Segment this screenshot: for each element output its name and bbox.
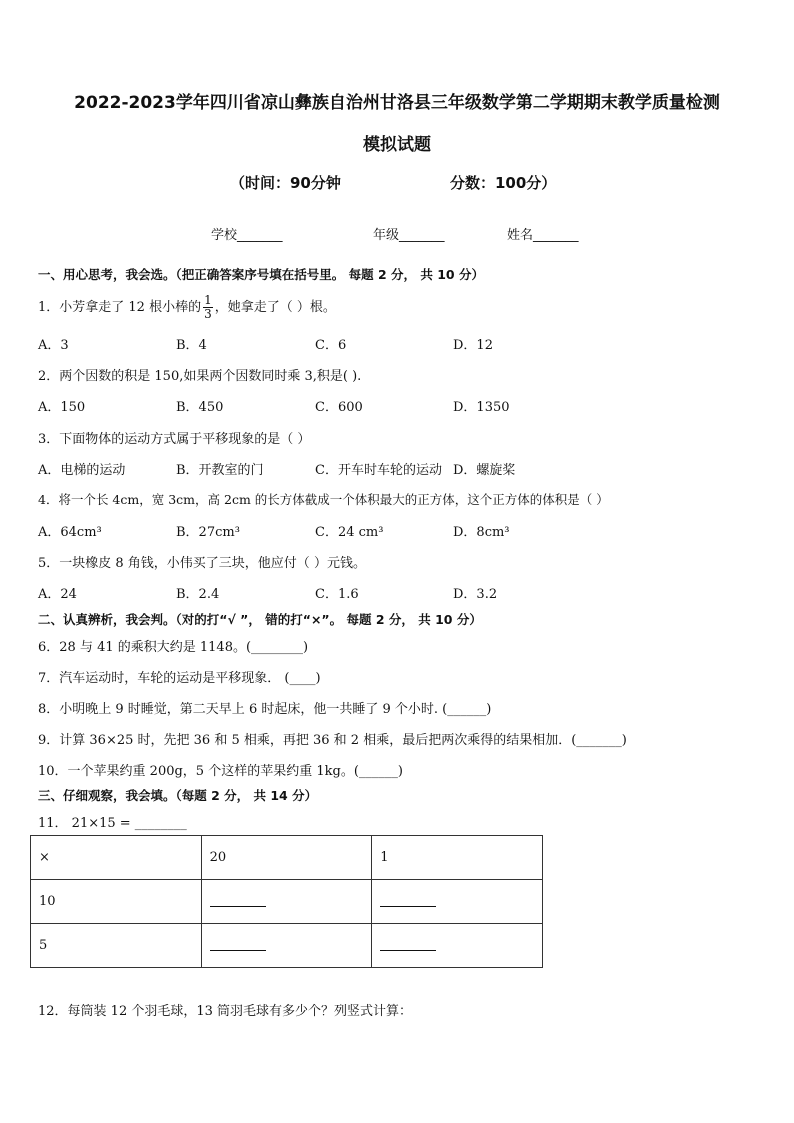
- question-1-text-post: ，她拿走了（ ）根。: [214, 300, 336, 315]
- question-11: 11． 21×15 = ________: [38, 816, 187, 831]
- table-row-label: 10: [31, 880, 202, 924]
- table-header-cell: 1: [372, 836, 543, 880]
- question-12: 12．每筒装 12 个羽毛球，13 筒羽毛球有多少个？列竖式计算：: [38, 1004, 413, 1019]
- q3-option-a: A．电梯的运动: [38, 463, 126, 478]
- exam-title-line2: 模拟试题: [363, 135, 431, 155]
- question-2: 2．两个因数的积是 150,如果两个因数同时乘 3,积是( ).: [38, 369, 362, 384]
- q1-option-a: A．3: [38, 338, 69, 353]
- q4-option-b: B．27cm³: [176, 525, 240, 540]
- q4-option-d: D．8cm³: [453, 525, 510, 540]
- q5-option-b: B．2.4: [176, 587, 220, 602]
- answer-blank: [201, 880, 372, 924]
- total-score: 分数：100分）: [450, 174, 557, 192]
- table-row: [31, 924, 543, 968]
- q4-option-c: C．24 cm³: [315, 525, 384, 540]
- table-row-label: 5: [31, 924, 202, 968]
- question-4: 4．将一个长 4cm，宽 3cm，高 2cm 的长方体截成一个体积最大的正方体，这个正方体的体积是（ ）: [38, 492, 609, 507]
- answer-blank: [201, 924, 372, 968]
- fraction: [203, 294, 213, 321]
- fraction-denominator: 3: [204, 307, 212, 321]
- answer-blank: [372, 924, 543, 968]
- fraction-numerator: 1: [204, 293, 212, 307]
- answer-blank: [372, 880, 543, 924]
- question-3: 3．下面物体的运动方式属于平移现象的是（ ）: [38, 432, 311, 447]
- question-1: [38, 294, 336, 321]
- question-9: 9．计算 36×25 时，先把 36 和 5 相乘，再把 36 和 2 相乘，最后把两次乘得的结果相加．(_______): [38, 733, 627, 748]
- q5-option-c: C．1.6: [315, 587, 359, 602]
- q1-option-d: D．12: [453, 338, 493, 353]
- q2-option-a: A．150: [38, 400, 86, 415]
- q5-option-d: D．3.2: [453, 587, 498, 602]
- table-header-cell: ×: [31, 836, 202, 880]
- question-8: 8．小明晚上 9 时睡觉，第二天早上 6 时起床，他一共睡了 9 个小时. (______): [38, 702, 492, 717]
- multiplication-table: [30, 835, 543, 968]
- q4-option-a: A．64cm³: [38, 525, 102, 540]
- question-5: 5．一块橡皮 8 角钱，小伟买了三块，他应付（ ）元钱。: [38, 556, 366, 571]
- table-header-cell: 20: [201, 836, 372, 880]
- q2-option-c: C．600: [315, 400, 363, 415]
- question-6: 6．28 与 41 的乘积大约是 1148。(________): [38, 640, 309, 655]
- q3-option-c: C．开车时车轮的运动: [315, 463, 442, 478]
- q1-option-c: C．6: [315, 338, 347, 353]
- question-10: 10．一个苹果约重 200g，5 个这样的苹果约重 1kg。(______): [38, 764, 403, 779]
- q3-option-d: D．螺旋桨: [453, 463, 516, 478]
- table-header-row: [31, 836, 543, 880]
- section-2-heading: 二、认真辨析，我会判。（对的打“√ ”， 错的打“×”。 每题 2 分， 共 10 分）: [38, 612, 482, 627]
- q5-option-a: A．24: [38, 587, 77, 602]
- exam-meta: [230, 172, 557, 193]
- q2-option-d: D．1350: [453, 400, 510, 415]
- exam-title-line1: 2022-2023学年四川省凉山彝族自治州甘洛县三年级数学第二学期期末教学质量检测: [74, 93, 720, 113]
- grade-field: 年级_______: [373, 228, 445, 243]
- school-field: 学校_______: [211, 228, 283, 243]
- question-1-text-pre: 1．小芳拿走了 12 根小棒的: [38, 300, 202, 315]
- question-7: 7．汽车运动时，车轮的运动是平移现象． (____): [38, 671, 321, 686]
- table-row: [31, 880, 543, 924]
- q3-option-b: B．开教室的门: [176, 463, 264, 478]
- q1-option-b: B．4: [176, 338, 207, 353]
- section-1-heading: 一、用心思考，我会选。（把正确答案序号填在括号里。 每题 2 分， 共 10 分）: [38, 267, 484, 282]
- q2-option-b: B．450: [176, 400, 224, 415]
- name-field: 姓名_______: [507, 228, 579, 243]
- section-3-heading: 三、仔细观察，我会填。（每题 2 分， 共 14 分）: [38, 788, 318, 803]
- time-limit: （时间：90分钟: [230, 174, 341, 192]
